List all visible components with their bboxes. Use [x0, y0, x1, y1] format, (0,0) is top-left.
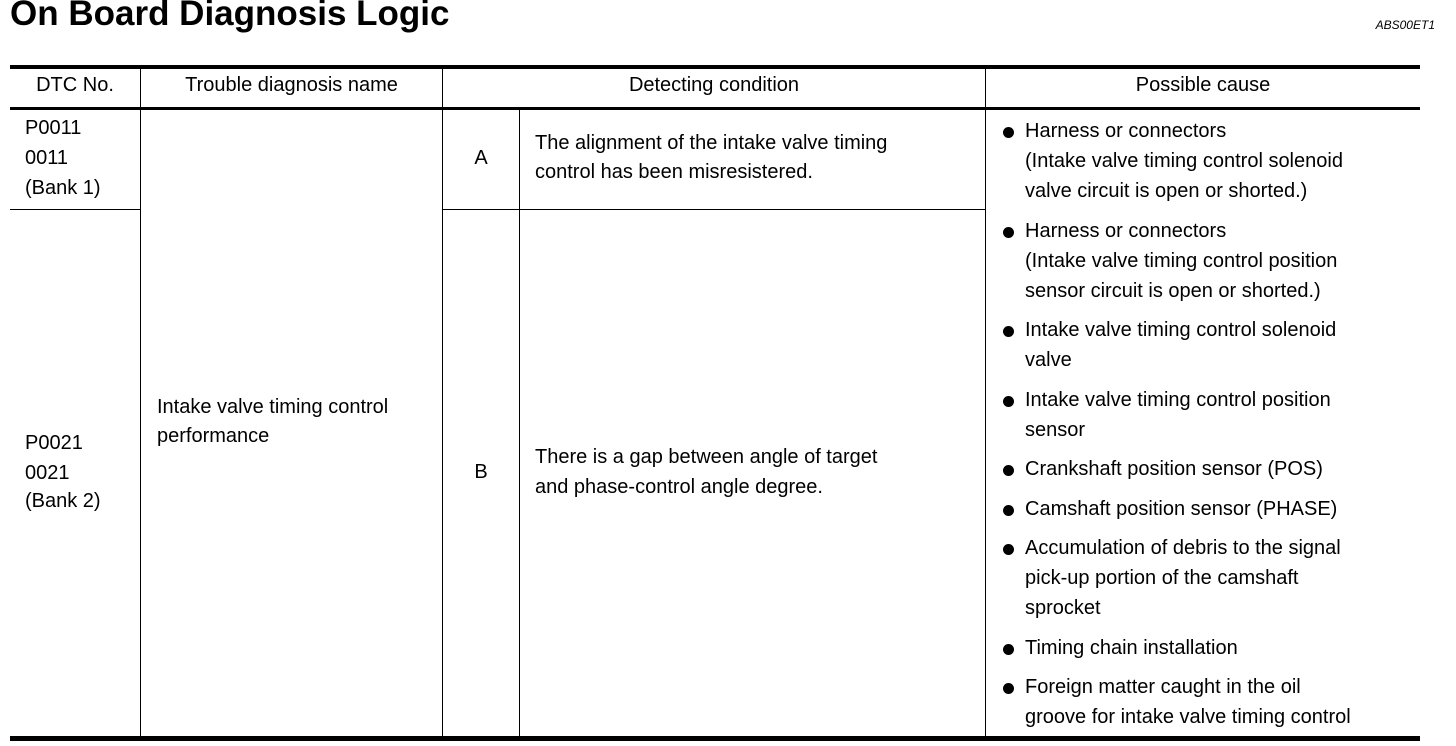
possible-cause-text: Timing chain installation — [1025, 636, 1238, 659]
document-code: ABS00ET1 — [1375, 18, 1435, 32]
page-title: On Board Diagnosis Logic — [10, 0, 450, 33]
possible-cause-item — [1002, 533, 1420, 623]
bullet-icon — [1003, 505, 1014, 516]
trouble-name-line1: Intake valve timing control — [157, 396, 389, 418]
possible-cause-text: Accumulation of debris to the signal pick-up portion of the camshaft sprocket — [1025, 537, 1341, 619]
dtc-bank1-short-code: 0011 — [25, 147, 69, 169]
dtc-bank1-code: P0011 — [25, 117, 82, 139]
dtc-bank2-label: (Bank 2) — [25, 490, 101, 512]
possible-cause-item — [1002, 216, 1420, 306]
bullet-icon — [1003, 227, 1014, 238]
bullet-icon — [1003, 644, 1014, 655]
header-trouble-diagnosis-name: Trouble diagnosis name — [185, 74, 398, 96]
trouble-name-line2: performance — [157, 425, 270, 447]
header-possible-cause: Possible cause — [1135, 74, 1271, 96]
table-top-border — [10, 65, 1420, 69]
condition-b-label: B — [474, 461, 488, 483]
row-divider-dtc — [10, 209, 140, 210]
dtc-bank2-code: P0021 — [25, 432, 83, 454]
condition-a-label: A — [474, 147, 488, 169]
possible-cause-text: Intake valve timing control position sensor — [1025, 388, 1331, 441]
bullet-icon — [1003, 127, 1014, 138]
diagnosis-table — [10, 65, 1420, 742]
header-detecting-condition: Detecting condition — [628, 74, 800, 96]
possible-cause-text: Intake valve timing control solenoid valve — [1025, 319, 1337, 371]
possible-cause-text: Harness or connectors (Intake valve timing control position sensor circuit is open or shorted.) — [1025, 219, 1338, 302]
column-divider-3 — [519, 108, 520, 737]
possible-cause-text: Crankshaft position sensor (POS) — [1025, 458, 1323, 480]
possible-cause-item — [1002, 385, 1420, 445]
condition-a-text-line1: The alignment of the intake valve timing — [535, 132, 888, 154]
row-divider-condition — [442, 209, 985, 210]
bullet-icon — [1003, 683, 1014, 694]
possible-cause-item — [1002, 454, 1420, 484]
possible-cause-text: Foreign matter caught in the oil groove for intake valve timing control — [1025, 676, 1351, 728]
possible-cause-item — [1002, 672, 1420, 732]
dtc-bank2-short-code: 0021 — [25, 462, 70, 484]
column-divider-1 — [140, 65, 141, 737]
condition-b-text-line2: and phase-control angle degree. — [535, 476, 823, 498]
possible-cause-text: Harness or connectors (Intake valve timing control solenoid valve circuit is open or shorted.) — [1025, 120, 1343, 202]
column-divider-4 — [985, 65, 986, 737]
possible-cause-list — [1002, 116, 1420, 742]
bullet-icon — [1003, 544, 1014, 555]
possible-cause-item — [1002, 494, 1420, 524]
possible-cause-item — [1002, 315, 1420, 375]
bullet-icon — [1003, 465, 1014, 476]
header-dtc-no: DTC No. — [36, 74, 114, 96]
header-bottom-border — [10, 107, 1420, 110]
possible-cause-item — [1002, 633, 1420, 663]
bullet-icon — [1003, 326, 1014, 337]
possible-cause-text: Camshaft position sensor (PHASE) — [1025, 497, 1338, 520]
possible-cause-item — [1002, 116, 1420, 206]
dtc-bank1-label: (Bank 1) — [25, 177, 101, 199]
condition-b-text-line1: There is a gap between angle of target — [535, 446, 878, 468]
condition-a-text-line2: control has been misresistered. — [535, 161, 813, 183]
bullet-icon — [1003, 396, 1014, 407]
